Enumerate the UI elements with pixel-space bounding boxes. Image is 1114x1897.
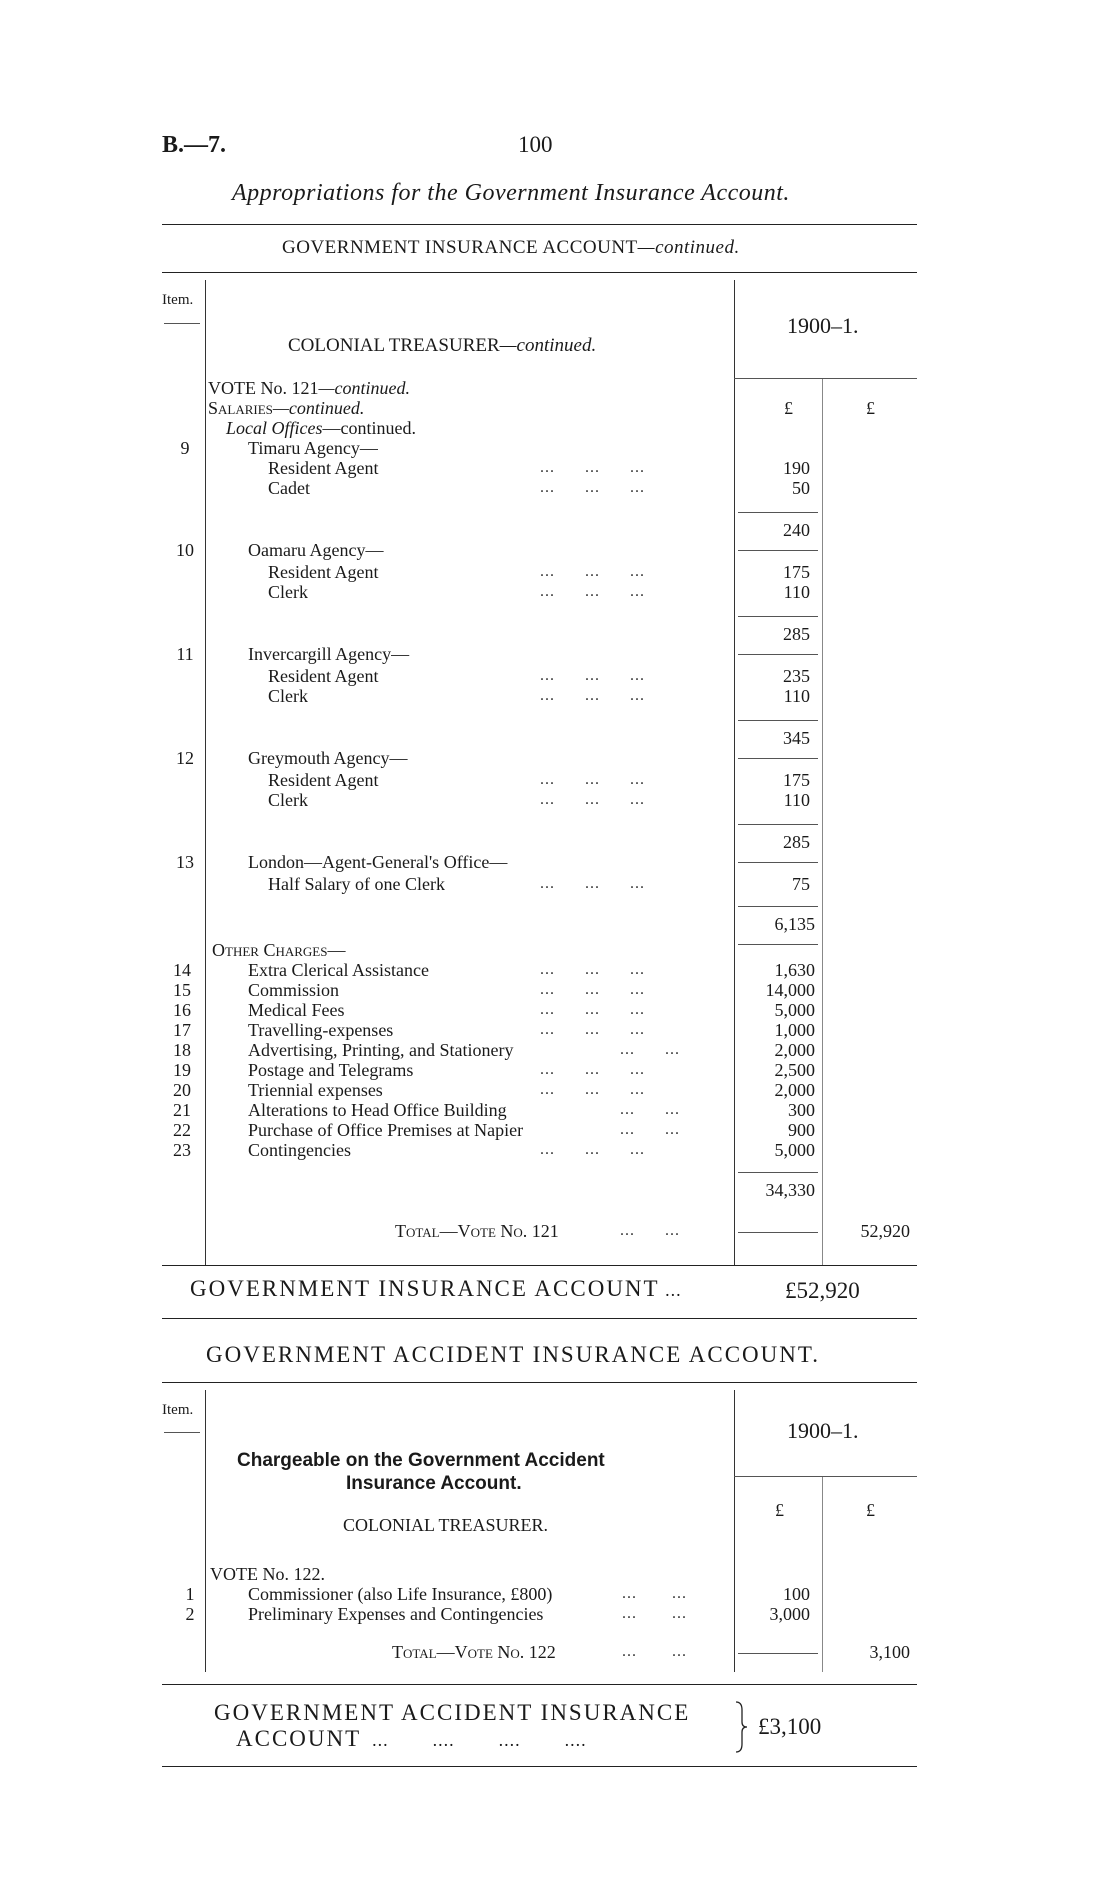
charge-item-number: 22 <box>173 1120 191 1140</box>
charge-item-number: 18 <box>173 1040 191 1060</box>
gia-vote-total: 52,920 <box>860 1221 910 1241</box>
leader-dots: ... ... <box>620 1041 680 1058</box>
gaia-item-number: 1 <box>185 1584 195 1604</box>
gia-amount-column-rule <box>734 280 735 1265</box>
gia-dept-heading-suffix: —continued. <box>499 335 597 356</box>
gia-local-offices-line <box>226 418 416 438</box>
gia-item-label: Item. <box>162 292 194 308</box>
gaia-vote-total-label: Total—Vote No. 122 <box>392 1642 556 1662</box>
charge-amount: 300 <box>788 1100 815 1120</box>
agency-subtotal: 345 <box>783 728 810 748</box>
charge-amount: 900 <box>788 1120 815 1140</box>
gaia-item-amount: 100 <box>783 1584 810 1604</box>
subtotal-rule <box>738 906 818 907</box>
charge-item-number: 23 <box>173 1140 191 1160</box>
gia-vote-line <box>208 378 410 398</box>
agency-line-label: Resident Agent <box>268 562 379 582</box>
charge-amount: 5,000 <box>774 1000 815 1020</box>
agency-line-amount: 235 <box>783 666 810 686</box>
gia-local-offices-suffix: —continued. <box>322 418 416 438</box>
gia-vote-line-text: VOTE No. 121 <box>208 378 319 398</box>
charge-item-number: 19 <box>173 1060 191 1080</box>
gaia-vote-total: 3,100 <box>869 1642 910 1662</box>
salaries-total: 6,135 <box>774 914 815 934</box>
gia-pound-1: £ <box>784 398 793 418</box>
leader-dots: ... ... <box>620 1101 680 1118</box>
leader-dots: ... ... <box>622 1643 687 1660</box>
charge-label: Travelling-expenses <box>248 1020 394 1040</box>
gia-summary-label <box>190 1276 682 1302</box>
vote-total-dash <box>738 1653 818 1654</box>
gia-dept-heading-text: COLONIAL TREASURER <box>288 335 500 356</box>
agency-name: Invercargill Agency— <box>248 644 410 664</box>
gia-banner <box>282 237 740 259</box>
other-charges-total: 34,330 <box>765 1180 815 1200</box>
agency-name: Greymouth Agency— <box>248 748 408 768</box>
subtotal-rule <box>738 720 818 721</box>
gia-year-rule <box>734 378 917 379</box>
agency-item-number: 10 <box>176 540 194 560</box>
gia-item-column-rule <box>205 280 206 1265</box>
charge-item-number: 20 <box>173 1080 191 1100</box>
leader-dots: ... ... ... <box>540 479 645 496</box>
leader-dots: ... ... ... <box>540 875 645 892</box>
summary-brace <box>734 1700 748 1754</box>
charge-label: Triennial expenses <box>248 1080 383 1100</box>
agency-line-amount: 190 <box>783 458 810 478</box>
leader-dots: ... <box>659 1280 682 1300</box>
leader-dots: ... ... ... <box>540 563 645 580</box>
charge-amount: 1,000 <box>774 1020 815 1040</box>
gia-summary-rule <box>162 1318 917 1319</box>
leader-dots: ... ... ... <box>540 1081 645 1098</box>
document-ref: B.—7. <box>162 132 227 158</box>
gia-pound-2: £ <box>866 398 875 418</box>
charge-label: Extra Clerical Assistance <box>248 960 429 980</box>
leader-dots: ... ... ... <box>540 771 645 788</box>
gia-summary-amount: £52,920 <box>785 1278 860 1303</box>
gaia-dept-heading: COLONIAL TREASURER. <box>343 1515 549 1535</box>
leader-dots: ... ... <box>622 1605 687 1622</box>
gaia-item-label: Item. <box>162 1402 194 1418</box>
gaia-chargeable-line1: Chargeable on the Government Accident <box>237 1450 605 1471</box>
title-rule <box>162 224 917 225</box>
gaia-pound-1: £ <box>775 1500 784 1520</box>
london-item-number: 13 <box>176 852 194 872</box>
subtotal-rule <box>738 758 818 759</box>
agency-subtotal: 285 <box>783 624 810 644</box>
gaia-table-bottom-rule <box>162 1684 917 1685</box>
gia-local-offices-text: Local Offices <box>226 418 323 438</box>
charge-label: Postage and Telegrams <box>248 1060 414 1080</box>
gaia-banner-rule <box>162 1382 917 1383</box>
london-line-label: Half Salary of one Clerk <box>268 874 445 894</box>
vote-total-dash <box>738 1232 818 1233</box>
leader-dots: ... ... <box>620 1222 680 1239</box>
leader-dots: ... ... ... <box>540 687 645 704</box>
leader-dots: ... .... .... .... <box>361 1730 587 1750</box>
gia-salaries-text: Salaries <box>208 398 273 418</box>
agency-name: Oamaru Agency— <box>248 540 384 560</box>
charge-amount: 2,000 <box>774 1080 815 1100</box>
agency-item-number: 12 <box>176 748 194 768</box>
leader-dots: ... ... ... <box>540 1061 645 1078</box>
agency-line-label: Clerk <box>268 686 308 706</box>
gaia-item-label: Commissioner (also Life Insurance, £800) <box>248 1584 553 1604</box>
charge-item-number: 15 <box>173 980 191 1000</box>
subtotal-rule <box>738 862 818 863</box>
agency-line-label: Resident Agent <box>268 458 379 478</box>
agency-line-amount: 175 <box>783 562 810 582</box>
agency-line-amount: 110 <box>783 582 810 602</box>
agency-item-number: 9 <box>180 438 190 458</box>
gia-summary-text: GOVERNMENT INSURANCE ACCOUNT <box>190 1276 660 1301</box>
gia-banner-suffix: —continued. <box>637 237 740 258</box>
gaia-item-amount: 3,000 <box>769 1604 810 1624</box>
agency-line-amount: 110 <box>783 790 810 810</box>
leader-dots: ... ... ... <box>540 1021 645 1038</box>
subtotal-rule <box>738 550 818 551</box>
gia-vote-total-label: Total—Vote No. 121 <box>395 1221 559 1241</box>
page-number: 100 <box>518 132 553 157</box>
gaia-item-label: Preliminary Expenses and Contingencies <box>248 1604 544 1624</box>
charge-label: Purchase of Office Premises at Napier <box>248 1120 524 1140</box>
gaia-pound-column-rule <box>822 1476 823 1672</box>
charge-item-number: 16 <box>173 1000 191 1020</box>
charge-amount: 2,500 <box>774 1060 815 1080</box>
gia-year: 1900–1. <box>787 313 859 338</box>
agency-line-label: Cadet <box>268 478 310 498</box>
gaia-chargeable-line2: Insurance Account. <box>346 1473 522 1494</box>
subtotal-rule <box>738 944 818 945</box>
gaia-vote-line: VOTE No. 122. <box>210 1564 325 1584</box>
leader-dots: ... ... ... <box>540 459 645 476</box>
subtotal-rule <box>738 654 818 655</box>
agency-subtotal: 240 <box>783 520 810 540</box>
gia-dept-heading <box>288 335 596 357</box>
charge-item-number: 14 <box>173 960 191 980</box>
charge-item-number: 21 <box>173 1100 191 1120</box>
charge-label: Contingencies <box>248 1140 351 1160</box>
agency-line-label: Clerk <box>268 582 308 602</box>
charge-label: Medical Fees <box>248 1000 345 1020</box>
gaia-summary-rule <box>162 1766 917 1767</box>
gaia-banner: GOVERNMENT ACCIDENT INSURANCE ACCOUNT. <box>206 1342 820 1367</box>
gaia-item-label-rule <box>164 1432 200 1433</box>
gia-table-bottom-rule <box>162 1265 917 1266</box>
gia-salaries-line <box>208 398 364 418</box>
leader-dots: ... ... <box>622 1585 687 1602</box>
other-charges-label: Other Charges— <box>212 940 346 960</box>
gia-item-label-rule <box>164 323 200 324</box>
gaia-pound-2: £ <box>866 1500 875 1520</box>
charge-label: Alterations to Head Office Building <box>248 1100 507 1120</box>
gaia-summary-line1: GOVERNMENT ACCIDENT INSURANCE <box>214 1700 691 1725</box>
agency-line-label: Resident Agent <box>268 770 379 790</box>
london-line-amount: 75 <box>792 874 810 894</box>
gia-banner-text: GOVERNMENT INSURANCE ACCOUNT <box>282 237 638 258</box>
gaia-summary-line2 <box>236 1726 587 1752</box>
charge-amount: 1,630 <box>774 960 815 980</box>
agency-line-label: Clerk <box>268 790 308 810</box>
subtotal-rule <box>738 616 818 617</box>
leader-dots: ... ... ... <box>540 583 645 600</box>
charge-amount: 14,000 <box>765 980 815 1000</box>
gaia-amount-column-rule <box>734 1390 735 1672</box>
leader-dots: ... ... ... <box>540 791 645 808</box>
charge-label: Commission <box>248 980 340 1000</box>
gia-pound-column-rule <box>822 378 823 1265</box>
gia-vote-line-suffix: —continued. <box>318 378 410 398</box>
gia-salaries-suffix: —continued. <box>272 398 365 418</box>
agency-subtotal: 285 <box>783 832 810 852</box>
agency-name: Timaru Agency— <box>248 438 378 458</box>
gaia-item-number: 2 <box>185 1604 195 1624</box>
gaia-summary-amount: £3,100 <box>758 1714 822 1739</box>
leader-dots: ... ... ... <box>540 981 645 998</box>
gia-banner-rule <box>162 272 917 273</box>
gaia-summary-line2-text: ACCOUNT <box>236 1726 362 1751</box>
leader-dots: ... ... ... <box>540 1141 645 1158</box>
gaia-year: 1900–1. <box>787 1418 859 1443</box>
agency-line-amount: 175 <box>783 770 810 790</box>
subtotal-rule <box>738 512 818 513</box>
london-name: London—Agent-General's Office— <box>248 852 508 872</box>
agency-item-number: 11 <box>176 644 194 664</box>
other-total-rule <box>738 1172 818 1173</box>
leader-dots: ... ... ... <box>540 667 645 684</box>
charge-amount: 5,000 <box>774 1140 815 1160</box>
subtotal-rule <box>738 824 818 825</box>
leader-dots: ... ... ... <box>540 961 645 978</box>
agency-line-amount: 110 <box>783 686 810 706</box>
agency-line-label: Resident Agent <box>268 666 379 686</box>
agency-line-amount: 50 <box>792 478 810 498</box>
leader-dots: ... ... ... <box>540 1001 645 1018</box>
charge-label: Advertising, Printing, and Stationery <box>248 1040 514 1060</box>
page-title: Appropriations for the Government Insurance Account. <box>232 180 790 206</box>
charge-item-number: 17 <box>173 1020 191 1040</box>
gaia-year-rule <box>734 1476 917 1477</box>
leader-dots: ... ... <box>620 1121 680 1138</box>
charge-amount: 2,000 <box>774 1040 815 1060</box>
gaia-item-column-rule <box>205 1390 206 1672</box>
